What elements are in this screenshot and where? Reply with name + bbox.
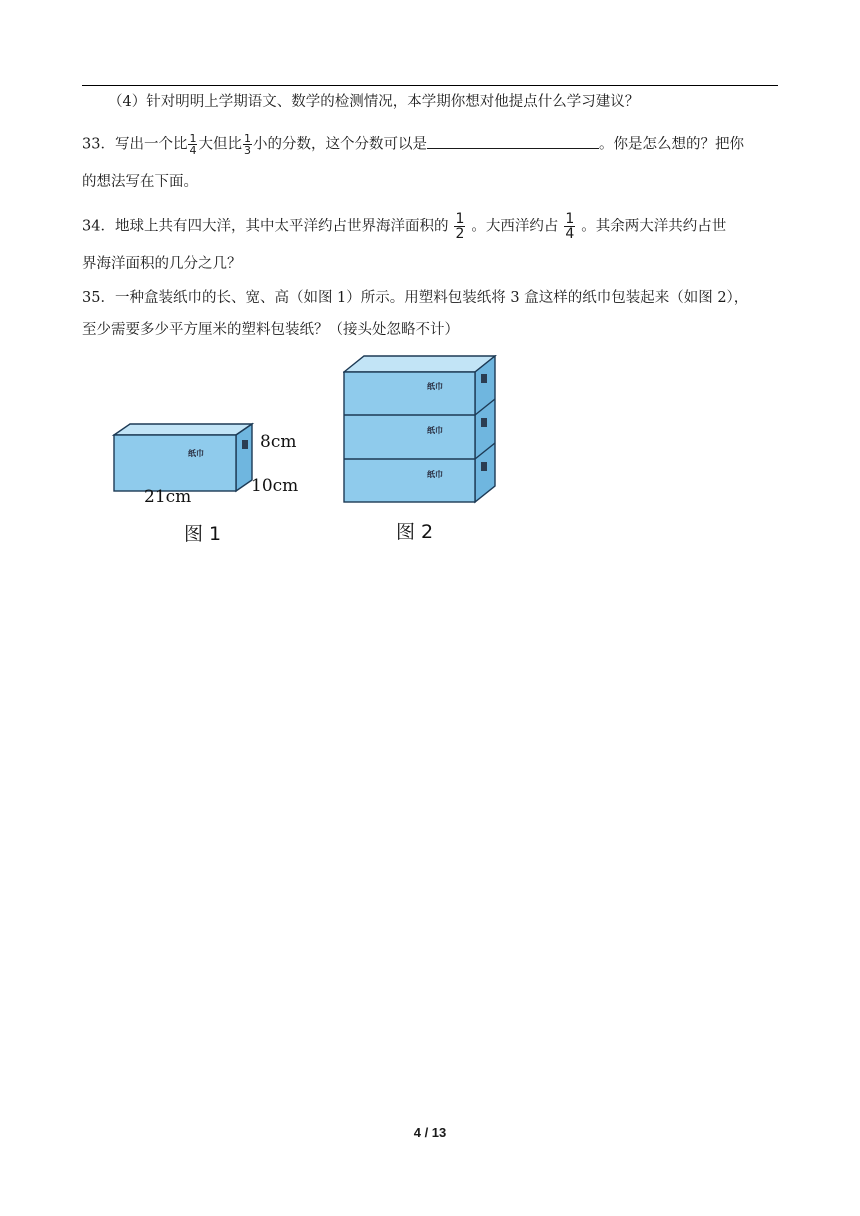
frac-num: 1 xyxy=(565,211,575,227)
fraction-one-half xyxy=(454,212,465,241)
box-label-middle: 纸巾 xyxy=(427,426,443,435)
q35-line1-text: 35．一种盒装纸巾的长、宽、高（如图 1）所示。用塑料包装纸将 3 盒这样的纸巾包装起来（如图 2）， xyxy=(82,290,749,306)
q34-lead: 34．地球上共有四大洋，其中太平洋约占世界海洋面积的 xyxy=(82,218,449,235)
question-33-line2 xyxy=(82,172,782,192)
frac-den: 3 xyxy=(243,144,251,157)
page-number: 4 / 13 xyxy=(413,1125,447,1140)
q34-tail: 。其余两大洋共约占世 xyxy=(581,218,727,235)
frac-den: 4 xyxy=(189,144,197,157)
frac-num: 1 xyxy=(189,132,197,145)
question-35 xyxy=(82,288,782,308)
width-label: 10cm xyxy=(251,476,299,496)
question-34 xyxy=(82,212,782,241)
length-label: 21cm xyxy=(144,487,192,507)
frac-num: 1 xyxy=(455,211,465,227)
q33-mid2: 小的分数，这个分数可以是 xyxy=(252,136,427,153)
frac-den: 2 xyxy=(455,226,465,242)
fraction-one-quarter-2 xyxy=(564,212,575,241)
frac-den: 4 xyxy=(565,226,575,242)
box-label-bottom: 纸巾 xyxy=(427,470,443,479)
q33-line2-text: 的想法写在下面。 xyxy=(82,174,198,190)
figure-1-caption: 图 1 xyxy=(184,523,222,545)
q34-line2-text: 界海洋面积的几分之几？ xyxy=(82,256,242,272)
stack-front-face xyxy=(344,372,475,502)
question-35-line2 xyxy=(82,320,782,340)
question-32-4-text: （4）针对明明上学期语文、数学的检测情况，本学期你想对他提点什么学习建议？ xyxy=(108,94,640,110)
frac-num: 1 xyxy=(243,132,251,145)
q35-line2-text: 至少需要多少平方厘米的塑料包装纸？（接头处忽略不计） xyxy=(82,322,459,338)
q33-lead: 33．写出一个比 xyxy=(82,136,188,153)
box-top-face xyxy=(114,424,252,435)
stack-top-face xyxy=(344,356,495,372)
figure-2 xyxy=(343,355,503,507)
stacked-boxes-diagram xyxy=(343,355,503,507)
answer-blank[interactable] xyxy=(427,134,599,149)
fraction-one-third xyxy=(243,133,252,156)
q33-mid1: 大但比 xyxy=(198,136,242,153)
box-label: 纸巾 xyxy=(188,449,204,458)
q33-tail: 。你是怎么想的？把你 xyxy=(598,136,744,153)
figure-2-caption: 图 2 xyxy=(396,521,434,543)
height-label: 8cm xyxy=(260,432,297,452)
question-32-4 xyxy=(108,92,808,112)
question-33 xyxy=(82,133,782,156)
fraction-one-quarter xyxy=(188,133,197,156)
question-34-line2 xyxy=(82,254,782,274)
box-side-mark xyxy=(242,440,248,449)
box-front-face xyxy=(114,435,236,491)
box-label-top: 纸巾 xyxy=(427,382,443,391)
header-rule xyxy=(82,85,778,86)
box-side-face xyxy=(236,424,252,491)
q34-mid: 。大西洋约占 xyxy=(471,218,559,235)
